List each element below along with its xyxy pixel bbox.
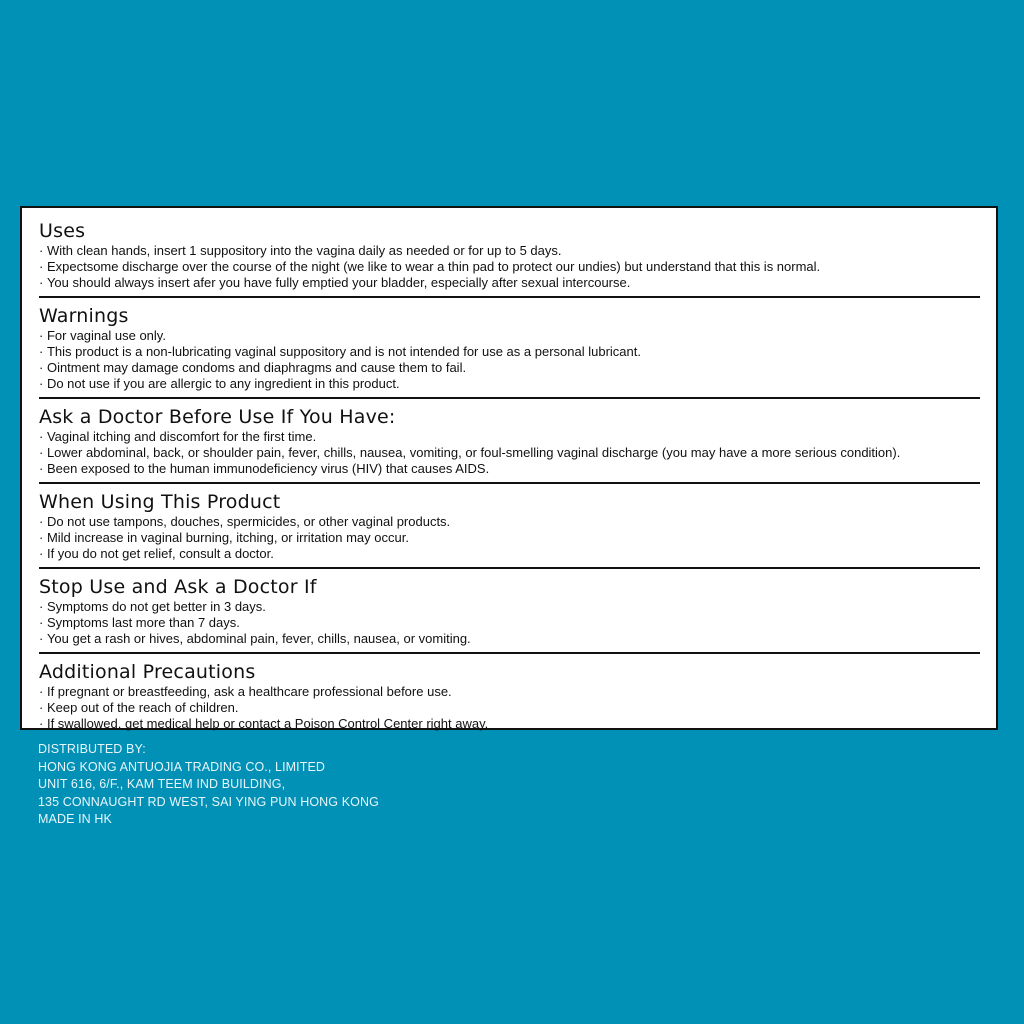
section-additional-precautions	[39, 661, 980, 737]
list-item: · Mild increase in vaginal burning, itching, or irritation may occur.	[39, 530, 980, 546]
additional-precautions-list	[39, 684, 980, 732]
drug-facts-panel	[20, 206, 998, 730]
list-item: · If you do not get relief, consult a doctor.	[39, 546, 980, 562]
distributor-address-line-2: 135 CONNAUGHT RD WEST, SAI YING PUN HONG KONG	[38, 794, 379, 809]
list-item: · You get a rash or hives, abdominal pain, fever, chills, nausea, or vomiting.	[39, 631, 980, 647]
list-item: · Symptoms do not get better in 3 days.	[39, 599, 980, 615]
uses-list	[39, 243, 980, 291]
list-item: · Keep out of the reach of children.	[39, 700, 980, 716]
section-warnings	[39, 305, 980, 399]
section-title-uses: Uses	[39, 220, 86, 242]
list-item: · Expectsome discharge over the course of the night (we like to wear a thin pad to protect our undies) but understand that this is normal.	[39, 259, 980, 275]
list-item: · With clean hands, insert 1 suppository into the vagina daily as needed or for up to 5 days.	[39, 243, 980, 259]
section-title-additional-precautions: Additional Precautions	[39, 661, 256, 683]
distributor-heading: DISTRIBUTED BY:	[38, 742, 146, 756]
list-item: · Vaginal itching and discomfort for the first time.	[39, 429, 980, 445]
stop-use-list	[39, 599, 980, 647]
list-item: · Do not use if you are allergic to any ingredient in this product.	[39, 376, 980, 392]
section-title-ask-doctor-before-use: Ask a Doctor Before Use If You Have:	[39, 406, 396, 428]
list-item: · Do not use tampons, douches, spermicides, or other vaginal products.	[39, 514, 980, 530]
section-uses	[39, 220, 980, 298]
section-ask-doctor-before-use	[39, 406, 980, 484]
list-item: · This product is a non-lubricating vaginal suppository and is not intended for use as a personal lubricant.	[39, 344, 980, 360]
list-item: · Been exposed to the human immunodeficiency virus (HIV) that causes AIDS.	[39, 461, 980, 477]
distributor-address-line-1: UNIT 616, 6/F., KAM TEEM IND BUILDING,	[38, 777, 286, 791]
ask-doctor-before-use-list	[39, 429, 980, 477]
list-item: · Ointment may damage condoms and diaphragms and cause them to fail.	[39, 360, 980, 376]
list-item: · You should always insert afer you have fully emptied your bladder, especially after sexual intercourse.	[39, 275, 980, 291]
origin-label: MADE IN HK	[38, 812, 112, 826]
section-stop-use	[39, 576, 980, 654]
section-when-using-this-product	[39, 491, 980, 569]
distributor-company: HONG KONG ANTUOJIA TRADING CO., LIMITED	[38, 759, 326, 774]
list-item: · Lower abdominal, back, or shoulder pain, fever, chills, nausea, vomiting, or foul-smelling vaginal discharge (you may have a more serious condition).	[39, 445, 980, 461]
section-title-warnings: Warnings	[39, 305, 129, 327]
list-item: · If swallowed, get medical help or contact a Poison Control Center right away.	[39, 716, 980, 732]
distributor-info	[38, 741, 379, 829]
section-title-when-using-this-product: When Using This Product	[39, 491, 281, 513]
when-using-this-product-list	[39, 514, 980, 562]
list-item: · For vaginal use only.	[39, 328, 980, 344]
section-title-stop-use: Stop Use and Ask a Doctor If	[39, 576, 317, 598]
warnings-list	[39, 328, 980, 392]
list-item: · If pregnant or breastfeeding, ask a healthcare professional before use.	[39, 684, 980, 700]
list-item: · Symptoms last more than 7 days.	[39, 615, 980, 631]
